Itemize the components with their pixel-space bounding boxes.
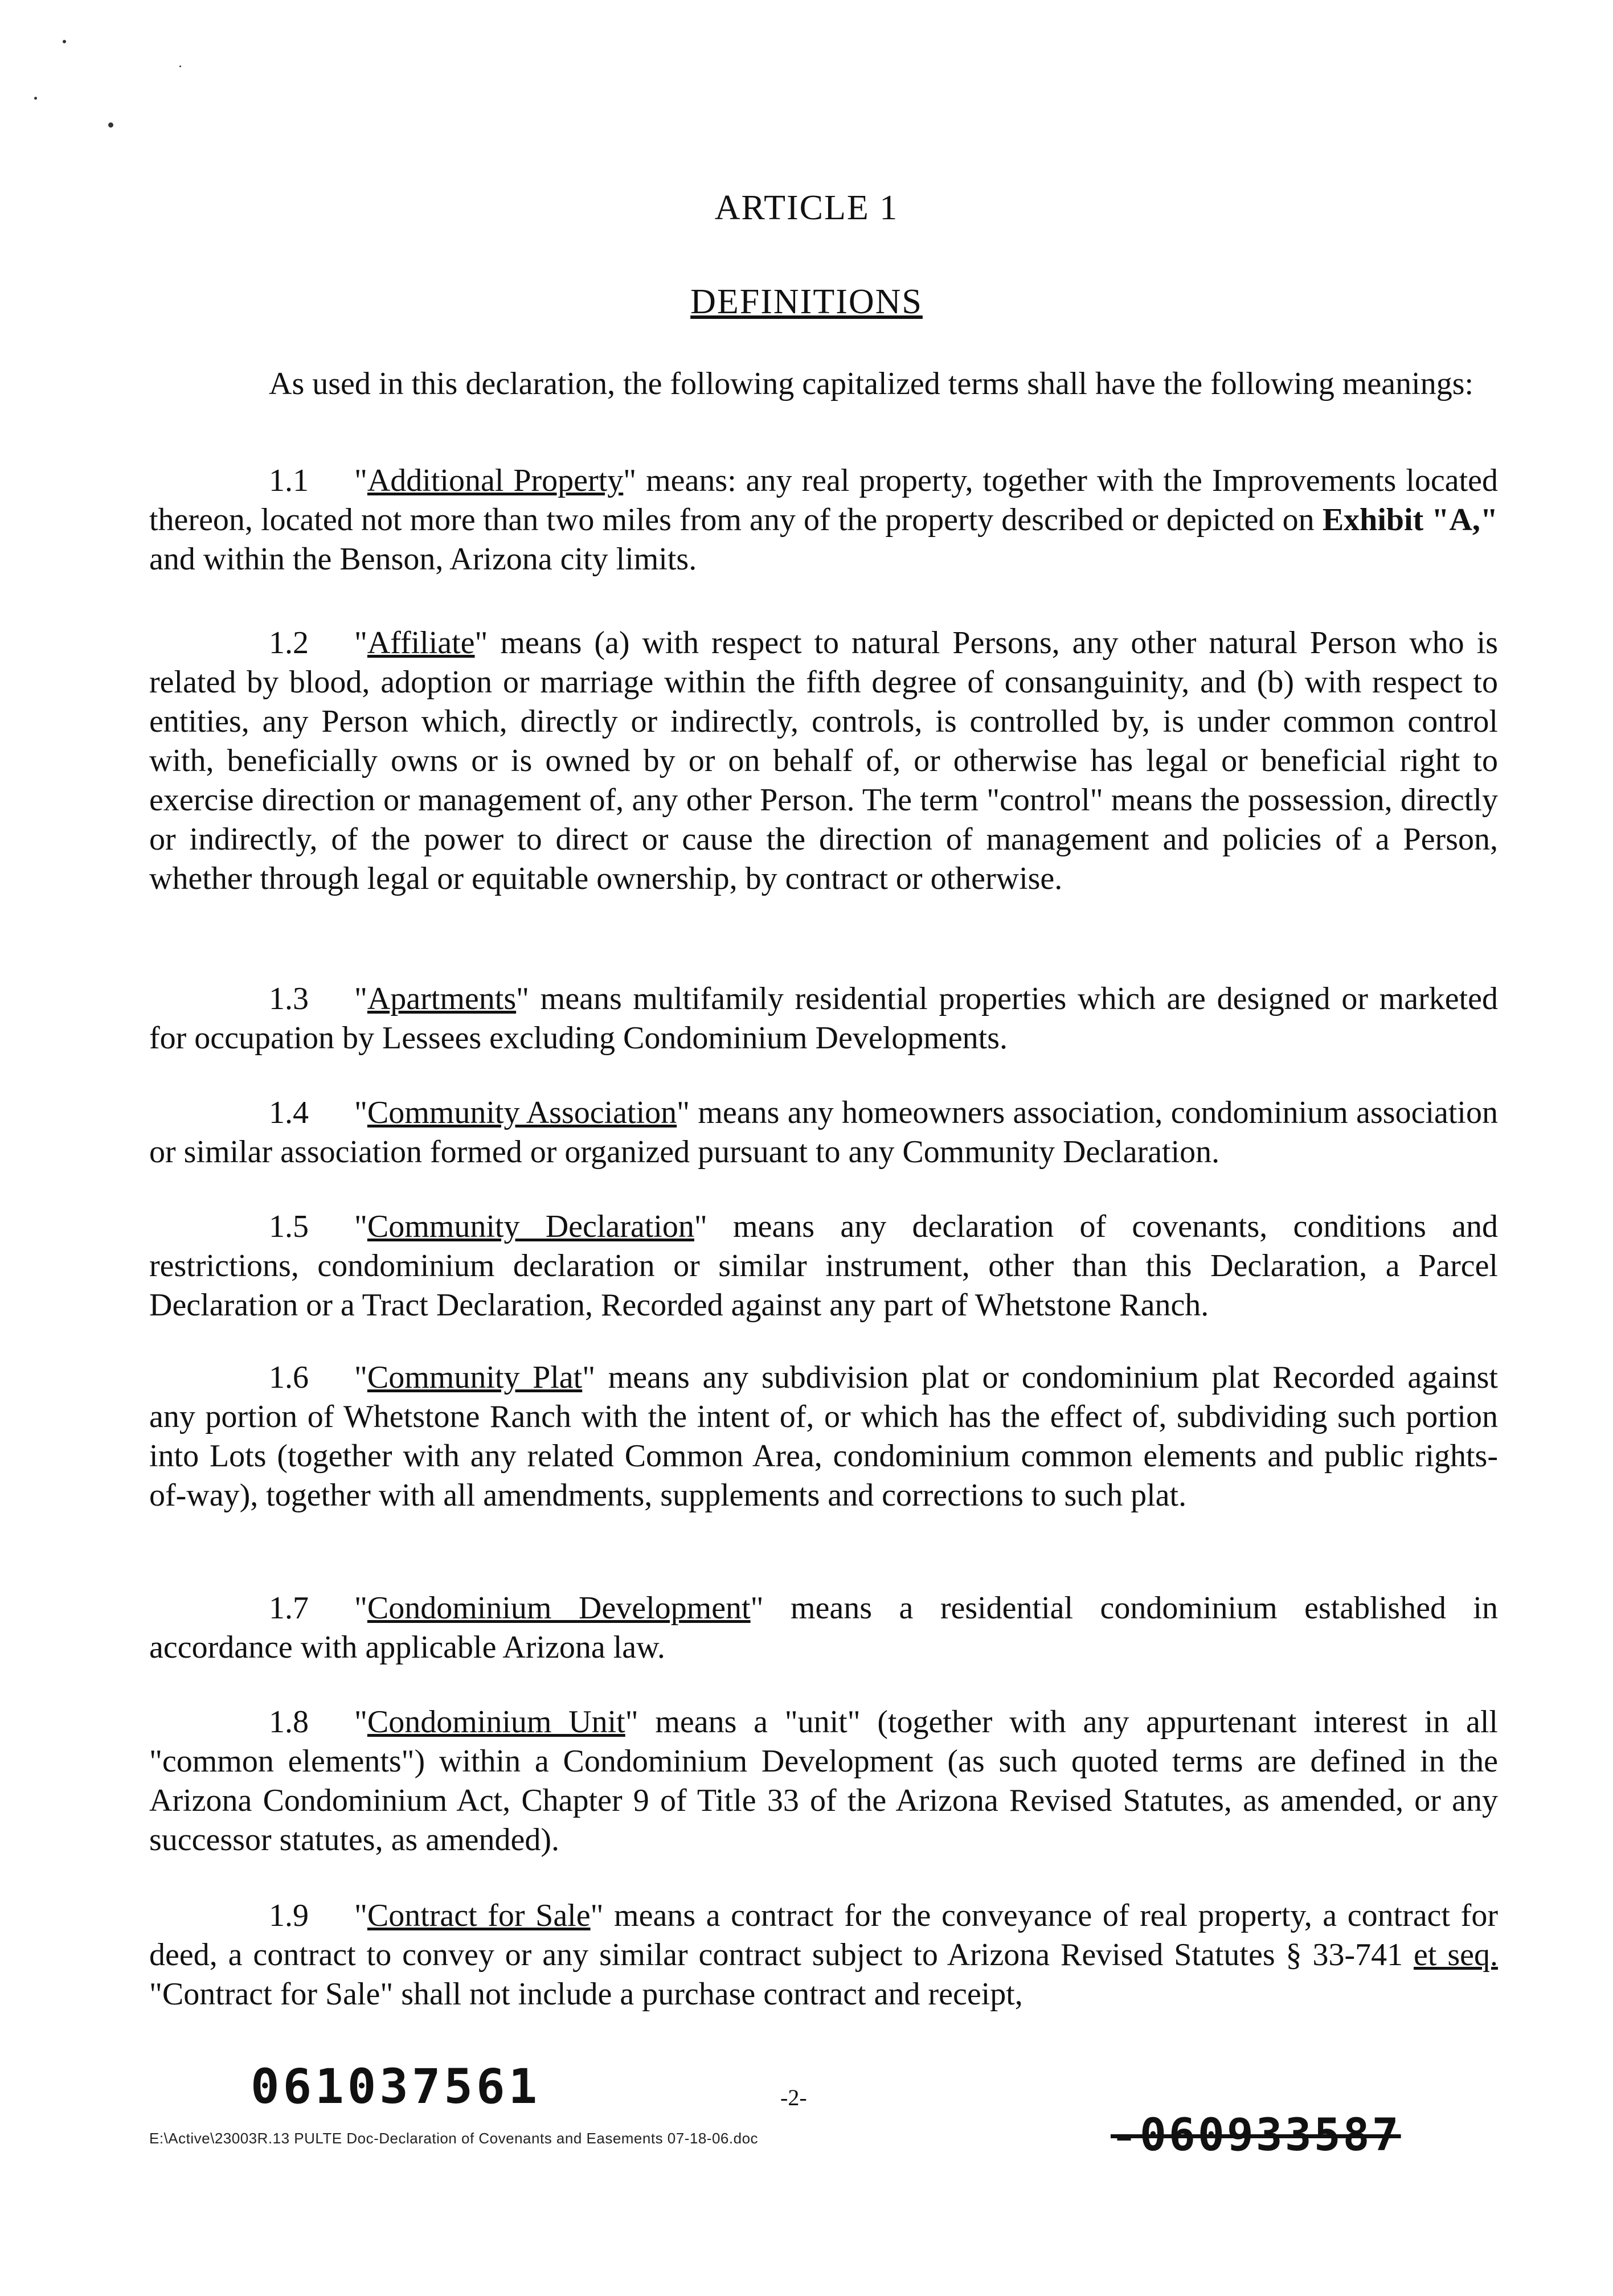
- quote-open: ": [354, 1095, 367, 1130]
- article-title: ARTICLE 1: [714, 188, 899, 227]
- definition-paragraph: [149, 1093, 1498, 1172]
- definition-number: 1.8: [269, 1704, 309, 1740]
- intro-paragraph: [149, 364, 1498, 404]
- definition-number: 1.2: [269, 625, 309, 661]
- definition-text: " means a contract for the conveyance of real property, a contract for deed, a contract to convey or any similar contract subject to Arizona Revised Statutes § 33-741: [149, 1898, 1498, 1973]
- definition-text: " means a "unit" (together with any appurtenant interest in all "common elements") within a Condominium Development (as such quoted terms are defined in the Arizona Condominium Act, Chapter 9 of Title 33 of the Arizona Revised Statutes, as amended, or any successor statutes, as amended).: [149, 1704, 1498, 1858]
- definition-text: " means any homeowners association, condominium association or similar association formed or organized pursuant to any Community Declaration.: [149, 1095, 1498, 1170]
- definition-number: 1.4: [269, 1095, 309, 1130]
- definitions-heading: DEFINITIONS: [690, 282, 923, 321]
- definition-number: 1.6: [269, 1360, 309, 1395]
- definition-text: " means multifamily residential properties which are designed or marketed for occupation by Lessees excluding Condominium Developments.: [149, 981, 1498, 1056]
- definition-number: 1.5: [269, 1209, 309, 1244]
- definition-paragraph: [149, 1703, 1498, 1860]
- struck-stamp-number: -060933587: [1111, 2110, 1401, 2161]
- defined-term: Condominium Unit: [367, 1704, 625, 1740]
- quote-open: ": [354, 1590, 367, 1626]
- exhibit-reference: Exhibit "A,": [1322, 502, 1499, 538]
- quote-open: ": [354, 1209, 367, 1244]
- definition-number: 1.1: [269, 463, 309, 498]
- quote-open: ": [354, 981, 367, 1016]
- defined-term: Contract for Sale: [367, 1898, 591, 1933]
- definition-paragraph: [149, 979, 1498, 1058]
- quote-open: ": [354, 1360, 367, 1395]
- scan-speck: [179, 65, 181, 67]
- latin-reference: et seq.: [1414, 1937, 1499, 1973]
- defined-term: Community Declaration: [367, 1209, 694, 1244]
- definition-text: " means any declaration of covenants, conditions and restrictions, condominium declaration or similar instrument, other than this Declaration, a Parcel Declaration or a Tract Declaration, Recorded against any part of Whetstone Ranch.: [149, 1209, 1498, 1323]
- recording-stamp-number: 061037561: [251, 2059, 541, 2114]
- definition-paragraph: [149, 461, 1498, 579]
- page-number: -2-: [780, 2085, 807, 2110]
- definition-paragraph: [149, 1589, 1498, 1667]
- definition-text: " means any subdivision plat or condominium plat Recorded against any portion of Whetstone Ranch with the intent of, or which has the effect of, subdividing such portion into Lots (together with any related Common Area, condominium common elements and public rights-of-way), together with all amendments, supplements and corrections to such plat.: [149, 1360, 1498, 1513]
- intro-text: As used in this declaration, the following capitalized terms shall have the following meanings:: [269, 366, 1474, 401]
- definition-paragraph: [149, 624, 1498, 899]
- quote-open: ": [354, 463, 367, 498]
- quote-open: ": [354, 625, 367, 661]
- defined-term: Community Plat: [367, 1360, 583, 1395]
- definition-text-end: "Contract for Sale" shall not include a purchase contract and receipt,: [149, 1977, 1023, 2012]
- quote-open: ": [354, 1704, 367, 1740]
- definition-number: 1.7: [269, 1590, 309, 1626]
- definition-number: 1.3: [269, 981, 309, 1016]
- document-file-path: E:\Active\23003R.13 PULTE Doc-Declaration of Covenants and Easements 07-18-06.doc: [149, 2130, 759, 2147]
- definition-text-end: and within the Benson, Arizona city limits.: [149, 542, 697, 577]
- definition-text: " means: any real property, together with the Improvements located thereon, located not more than two miles from any of the property described or depicted on: [149, 463, 1499, 538]
- defined-term: Affiliate: [367, 625, 475, 661]
- scan-speck: [63, 40, 66, 43]
- quote-open: ": [354, 1898, 367, 1933]
- definition-paragraph: [149, 1358, 1498, 1515]
- definition-number: 1.9: [269, 1898, 309, 1933]
- definition-text: " means (a) with respect to natural Persons, any other natural Person who is related by blood, adoption or marriage within the fifth degree of consanguinity, and (b) with respect to entities, any Person which, directly or indirectly, controls, is controlled by, is under common control with, beneficially owns or is owned by or on behalf of, or otherwise has legal or beneficial right to exercise direction or management of, any other Person. The term "control" means the possession, directly or indirectly, of the power to direct or cause the direction of management and policies of a Person, whether through legal or equitable ownership, by contract or otherwise.: [149, 625, 1498, 896]
- definition-text: " means a residential condominium established in accordance with applicable Arizona law.: [149, 1590, 1498, 1665]
- defined-term: Community Association: [367, 1095, 677, 1130]
- defined-term: Apartments: [367, 981, 517, 1016]
- defined-term: Additional Property: [367, 463, 624, 498]
- definition-paragraph: [149, 1207, 1498, 1325]
- scan-speck: [108, 122, 113, 128]
- definition-paragraph: [149, 1896, 1498, 2014]
- defined-term: Condominium Development: [367, 1590, 751, 1626]
- scan-speck: [34, 97, 37, 100]
